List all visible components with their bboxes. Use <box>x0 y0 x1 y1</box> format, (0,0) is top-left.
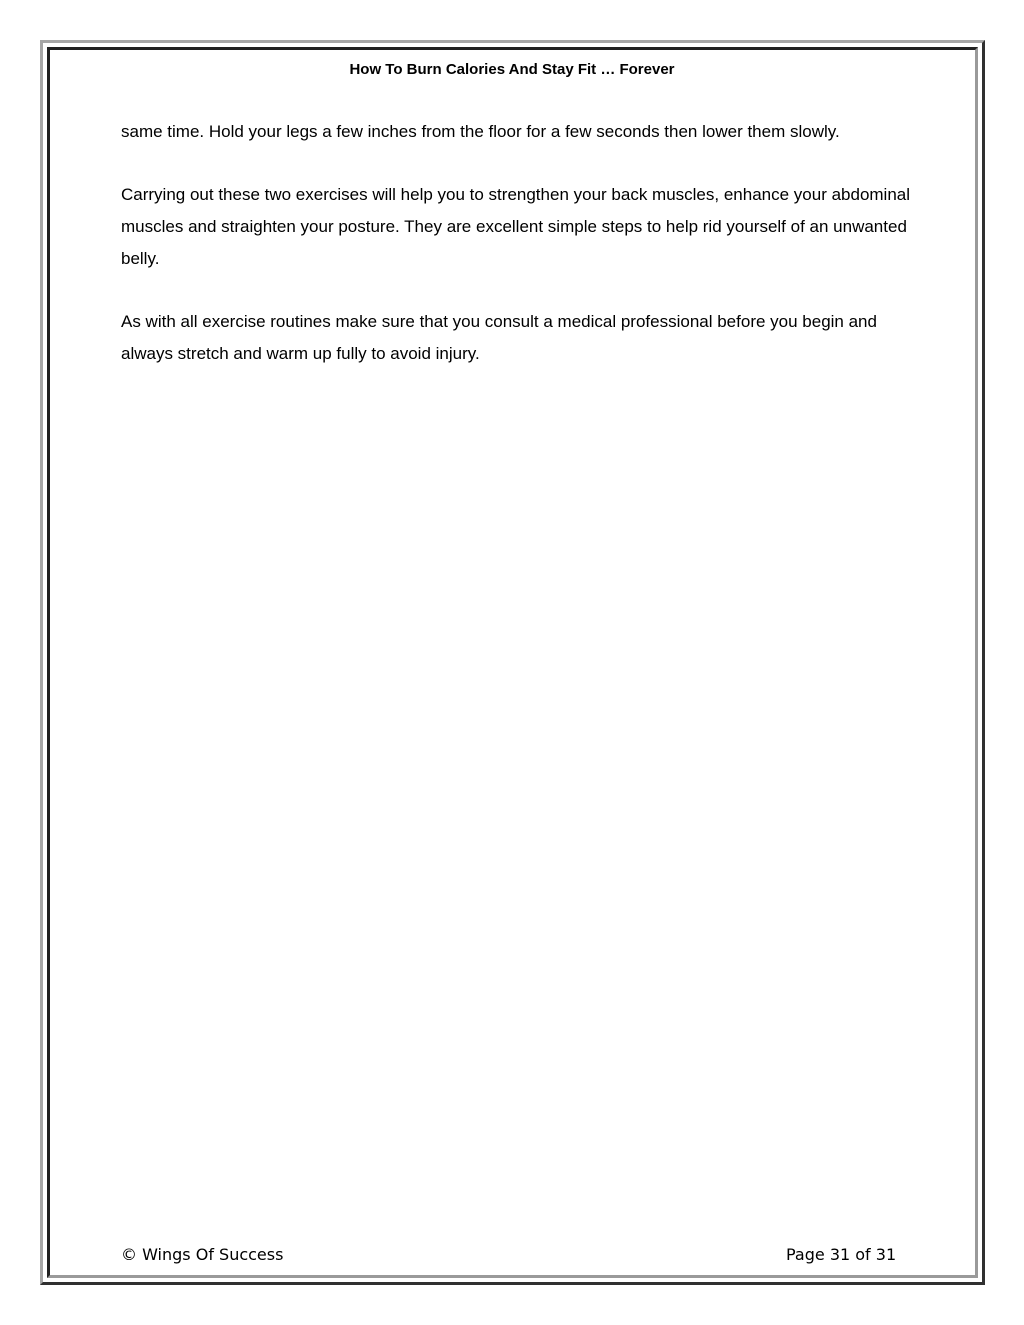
footer-copyright: © Wings Of Success <box>121 1245 284 1264</box>
paragraph: As with all exercise routines make sure that you consult a medical professional before you begin and always stretch and warm up fully to avoid injury. <box>121 312 877 363</box>
footer-page-number: Page 31 of 31 <box>786 1245 897 1264</box>
running-header-title: How To Burn Calories And Stay Fit … Forever <box>349 61 675 78</box>
paragraph: Carrying out these two exercises will help you to strengthen your back muscles, enhance your abdominal muscles and straighten your posture. They are excellent simple steps to help rid yourself of an unwanted belly. <box>121 185 911 268</box>
body-text <box>121 116 921 401</box>
paragraph: same time. Hold your legs a few inches from the floor for a few seconds then lower them slowly. <box>121 122 840 141</box>
